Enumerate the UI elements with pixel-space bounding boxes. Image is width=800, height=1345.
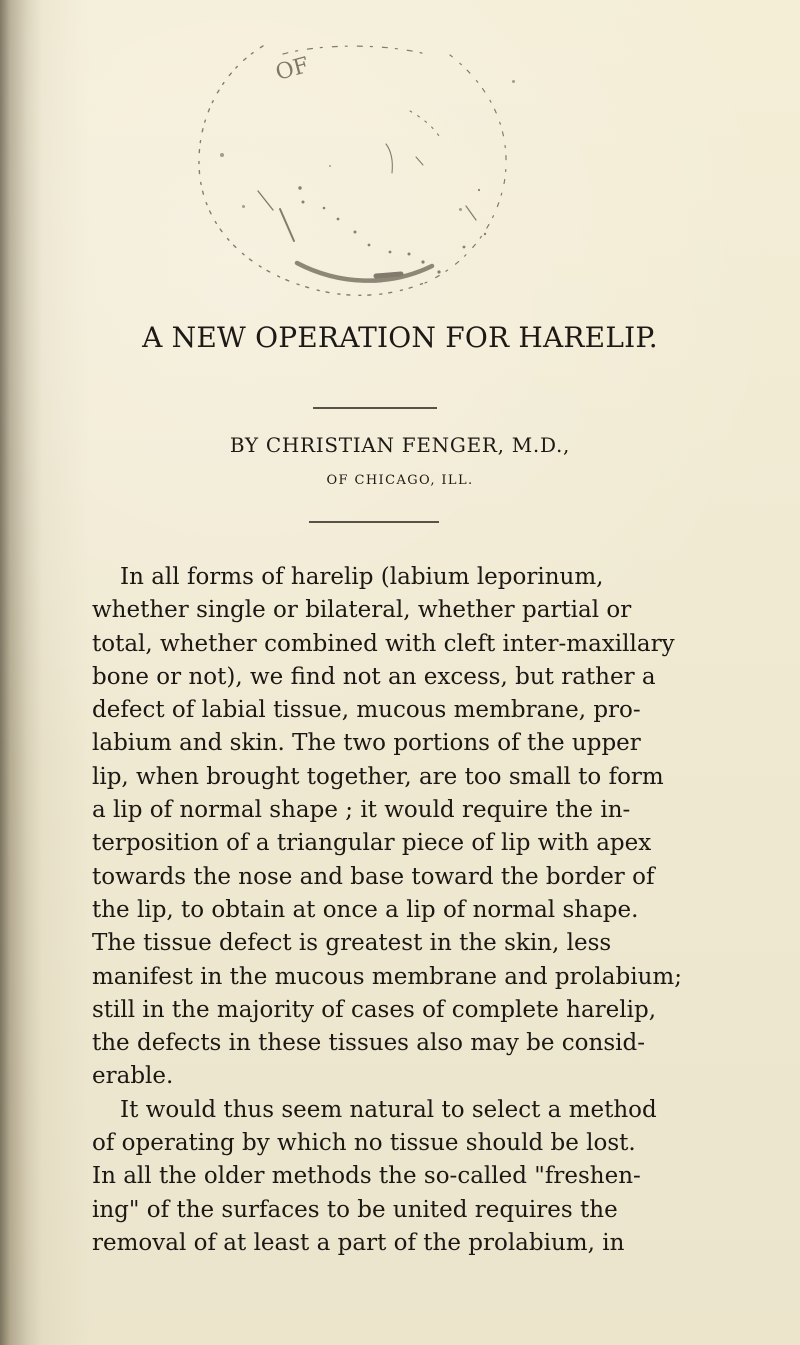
text-line: the lip, to obtain at once a lip of normal shape. [92,896,639,923]
text-line: the defects in these tissues also may be consid- [92,1030,645,1057]
page-edge-shadow [0,0,42,1345]
text-line: total, whether combined with cleft inter-maxillary [92,630,675,657]
text-line: a lip of normal shape ; it would require the in- [92,797,631,824]
text-line: terposition of a triangular piece of lip with apex [92,830,652,857]
text-line: In all the older methods the so-called "freshen- [92,1163,641,1190]
author-affiliation: OF CHICAGO, ILL. [326,473,474,488]
text-line: towards the nose and base toward the border of [92,863,655,890]
library-stamp [178,38,528,318]
text-line: ing" of the surfaces to be united requires the [92,1196,618,1223]
text-line: removal of at least a part of the prolabium, in [92,1229,625,1256]
text-line: lip, when brought together, are too small to form [92,763,664,790]
text-line: In all forms of harelip (labium leporinum, [120,564,604,590]
article-body [92,561,720,1260]
text-line: defect of labial tissue, mucous membrane, pro- [92,697,641,724]
author-line: BY CHRISTIAN FENGER, M.D., [229,433,571,457]
text-line: whether single or bilateral, whether partial or [92,597,632,624]
text-line: still in the majority of cases of complete harelip, [92,996,657,1023]
text-line: manifest in the mucous membrane and prolabium; [92,963,682,990]
text-line: bone or not), we find not an excess, but rather a [92,663,656,690]
stamp-letters: OF [273,53,312,86]
text-line: erable. [92,1063,174,1090]
text-line: of operating by which no tissue should be lost. [92,1130,636,1157]
byline-rule [309,521,439,523]
text-line: labium and skin. The two portions of the upper [92,730,641,757]
text-line: It would thus seem natural to select a method [120,1096,657,1123]
text-line: The tissue defect is greatest in the skin, less [92,930,612,957]
page-title: A NEW OPERATION FOR HARELIP. [142,321,658,354]
title-rule [313,407,437,409]
